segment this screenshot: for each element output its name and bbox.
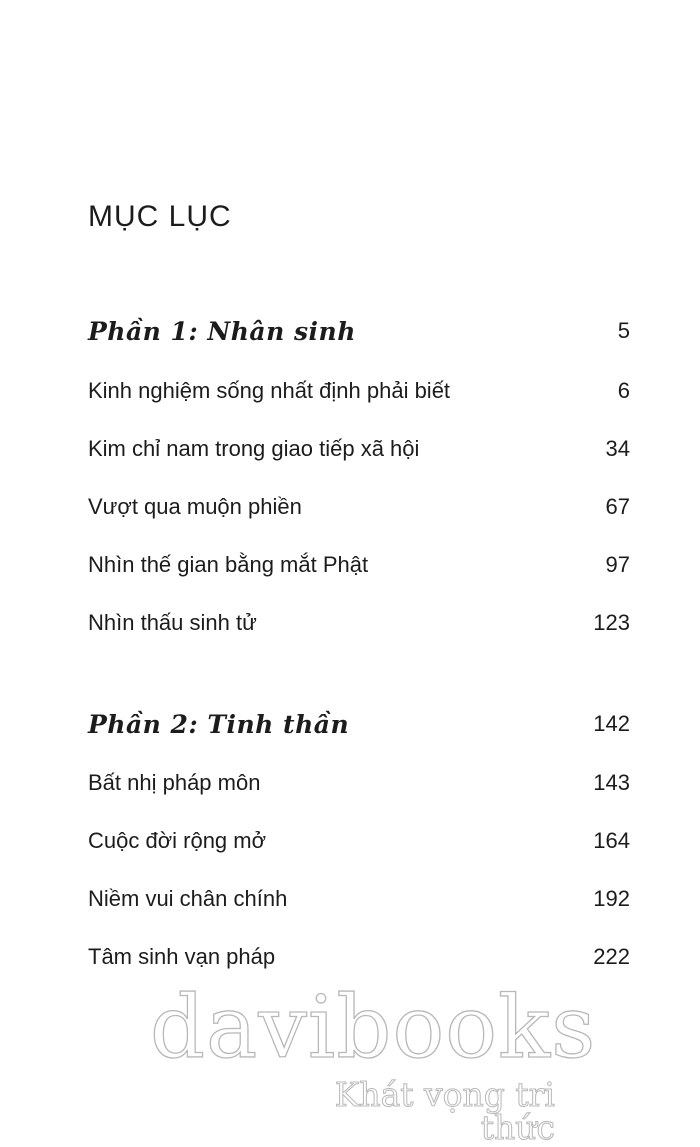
toc-entry[interactable]: [88, 821, 630, 861]
toc-entry-page: 143: [593, 770, 630, 795]
toc-entry-title: Niềm vui chân chính: [88, 886, 288, 911]
part-2-title: Phần 2: Tinh thần: [88, 709, 350, 739]
toc-entry-page: 97: [605, 552, 630, 577]
watermark-brand: davibooks: [150, 978, 597, 1078]
toc-entry-title: Nhìn thế gian bằng mắt Phật: [88, 552, 369, 577]
toc-entry-title: Bất nhị pháp môn: [88, 770, 261, 795]
part-1-page-number: 5: [617, 318, 630, 343]
toc-entry[interactable]: [88, 937, 630, 977]
toc-entry[interactable]: [88, 371, 630, 411]
toc-entry-page: 34: [605, 436, 630, 461]
toc-entry-page: 222: [593, 944, 630, 969]
toc-entry-title: Kim chỉ nam trong giao tiếp xã hội: [88, 436, 420, 461]
toc-entry-page: 164: [593, 828, 630, 853]
toc-entry-page: 123: [593, 610, 630, 635]
toc-entry[interactable]: [88, 487, 630, 527]
toc-entry[interactable]: [88, 429, 630, 469]
toc-entry-page: 192: [593, 886, 630, 911]
toc-part-2[interactable]: [88, 704, 630, 744]
toc-part-1[interactable]: [88, 311, 630, 351]
toc-entry[interactable]: [88, 763, 630, 803]
toc-entry-page: 67: [605, 494, 630, 519]
toc-entry[interactable]: [88, 879, 630, 919]
toc-entry-title: Cuộc đời rộng mở: [88, 828, 267, 853]
toc-entry-title: Tâm sinh vạn pháp: [88, 944, 276, 969]
toc-entry[interactable]: [88, 545, 630, 585]
toc-entry-title: Nhìn thấu sinh tử: [88, 610, 257, 635]
part-1-title: Phần 1: Nhân sinh: [88, 316, 356, 346]
page-title: MỤC LỤC: [88, 200, 232, 233]
toc-entry-page: 6: [617, 378, 630, 403]
toc-entry-title: Vượt qua muộn phiền: [88, 494, 302, 519]
part-2-page-number: 142: [593, 711, 630, 736]
toc-entry-title: Kinh nghiệm sống nhất định phải biết: [88, 378, 451, 403]
watermark-slogan: Khát vọng tri thức: [334, 1075, 555, 1147]
toc-entry[interactable]: [88, 603, 630, 643]
